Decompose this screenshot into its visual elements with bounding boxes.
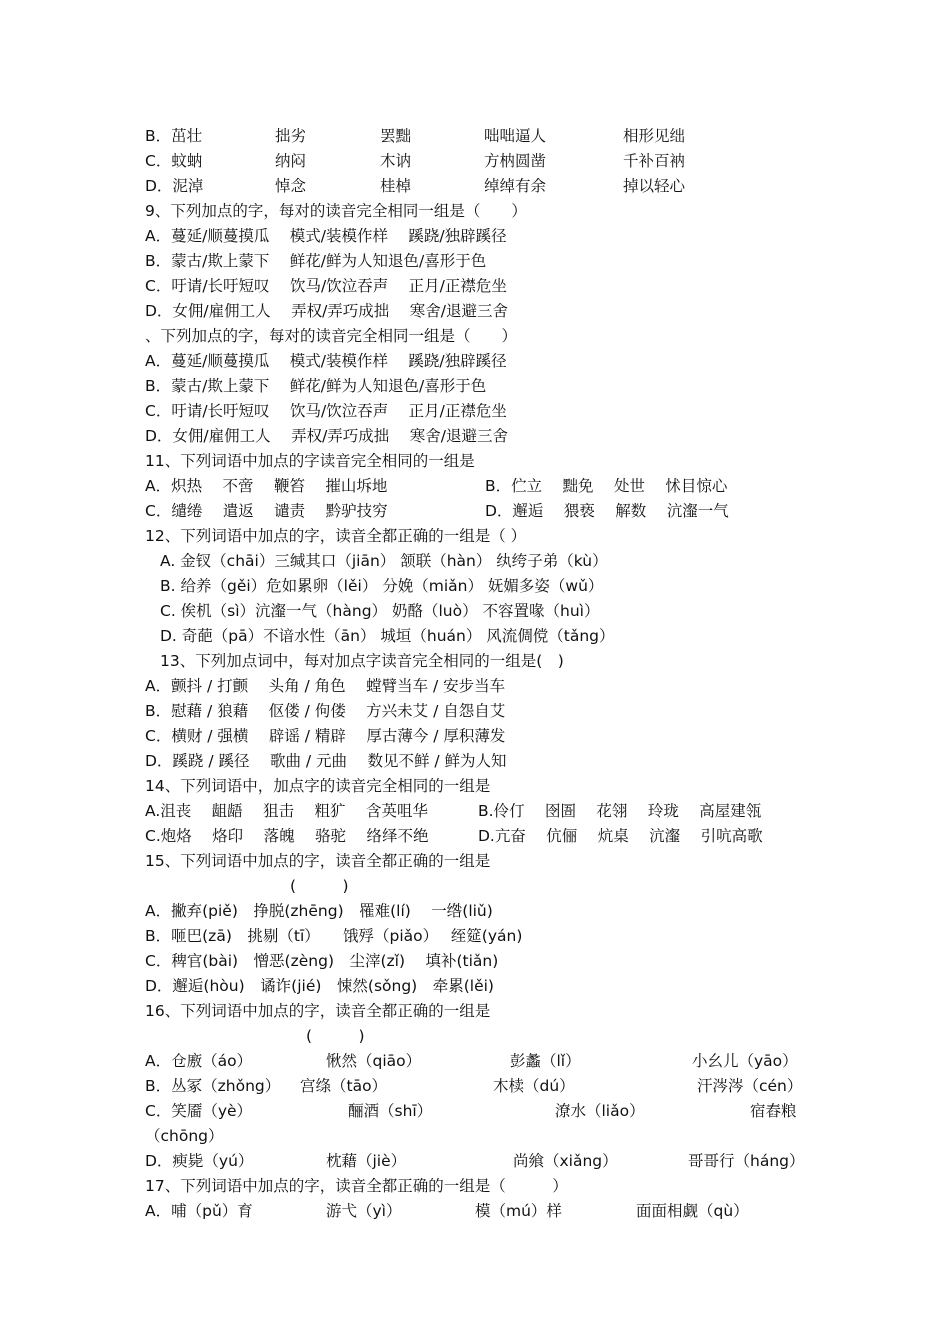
- text-segment: C．稗官(bài) 憎恶(zèng) 尘滓(zǐ) 填补(tiǎn): [145, 952, 499, 970]
- text-segment: D.亢奋 伉俪 炕桌 沆瀣 引吭高歌: [478, 827, 763, 845]
- text-segment: 潦水（liǎo）: [555, 1102, 645, 1120]
- text-segment: ( ): [290, 877, 349, 895]
- text-segment: A．撇弃(piě) 挣脱(zhēng) 罹难(lí) 一绺(liǔ): [145, 902, 493, 920]
- text-segment: 哥哥行（háng）: [688, 1152, 805, 1170]
- text-segment: 小幺儿（yāo）: [692, 1052, 798, 1070]
- text-segment: 木椟（dú）: [493, 1077, 575, 1095]
- text-segment: B．丛冢（zhǒng）: [145, 1077, 281, 1095]
- text-segment: 拙劣: [275, 127, 307, 145]
- text-segment: 、下列加点的字，每对的读音完全相同一组是（ ）: [145, 327, 518, 345]
- text-segment: 16、下列词语中加点的字，读音全都正确的一组是: [145, 1002, 491, 1020]
- text-segment: A．仓廒（áo）: [145, 1052, 253, 1070]
- text-segment: 咄咄逼人: [484, 127, 547, 145]
- text-segment: B．咂巴(zā) 挑剔（tī） 饿殍（piǎo） 绖筵(yán): [145, 927, 523, 945]
- text-segment: C．蚊蚋: [145, 152, 203, 170]
- text-segment: 千补百衲: [623, 152, 686, 170]
- text-segment: ( ): [306, 1027, 365, 1045]
- text-segment: C.炮烙 烙印 落魄 骆驼 络绎不绝: [145, 827, 429, 845]
- text-segment: A．颤抖 / 打颤 头角 / 角色 螳臂当车 / 安步当车: [145, 677, 506, 695]
- text-segment: 模（mú）样: [475, 1202, 562, 1220]
- text-segment: 汗涔涔（cén）: [697, 1077, 803, 1095]
- text-segment: D. 奇葩（pā）不谙水性（ān） 城垣（huán） 风流倜傥（tǎng）: [160, 627, 615, 645]
- text-segment: A．蔓延/顺蔓摸瓜 模式/装模作样 蹊跷/独辟蹊径: [145, 227, 507, 245]
- text-segment: 面面相觑（qù）: [636, 1202, 749, 1220]
- text-segment: 12、下列词语中加点的字，读音全都正确的一组是（ ）: [145, 527, 527, 545]
- text-segment: B．蒙古/欺上蒙下 鲜花/鲜为人知退色/喜形于色: [145, 252, 487, 270]
- text-segment: D．邂逅 猥亵 解数 沆瀣一气: [485, 502, 729, 520]
- text-segment: D．瘐毙（yú）: [145, 1152, 254, 1170]
- text-segment: 宿舂粮: [750, 1102, 797, 1120]
- text-segment: B. 给养（gěi）危如累卵（lěi） 分娩（miǎn） 妩媚多姿（wǔ）: [160, 577, 604, 595]
- text-segment: 尚飨（xiǎng）: [513, 1152, 618, 1170]
- text-segment: B．茁壮: [145, 127, 203, 145]
- text-segment: C．吁请/长吁短叹 饮马/饮泣吞声 正月/正襟危坐: [145, 402, 507, 420]
- text-segment: C．笑靥（yè）: [145, 1102, 253, 1120]
- text-segment: D．女佣/雇佣工人 弄权/弄巧成拙 寒舍/退避三舍: [145, 302, 508, 320]
- text-segment: A．炽热 不啻 鞭笞 摧山坼地: [145, 477, 388, 495]
- text-segment: B．伫立 黜免 处世 怵目惊心: [485, 477, 728, 495]
- text-segment: 宫绦（tāo）: [300, 1077, 388, 1095]
- text-segment: D．女佣/雇佣工人 弄权/弄巧成拙 寒舍/退避三舍: [145, 427, 508, 445]
- text-segment: D．蹊跷 / 蹊径 歌曲 / 元曲 数见不鲜 / 鲜为人知: [145, 752, 507, 770]
- text-segment: 11、下列词语中加点的字读音完全相同的一组是: [145, 452, 475, 470]
- text-segment: 彭蠡（lǐ）: [510, 1052, 581, 1070]
- text-segment: 17、下列词语中加点的字，读音全都正确的一组是（ ）: [145, 1177, 568, 1195]
- text-segment: B.伶仃 囹圄 花翎 玲珑 高屋建瓴: [478, 802, 762, 820]
- text-segment: 方枘圆凿: [484, 152, 547, 170]
- text-segment: A．蔓延/顺蔓摸瓜 模式/装模作样 蹊跷/独辟蹊径: [145, 352, 507, 370]
- text-segment: 绰绰有余: [484, 177, 547, 195]
- text-segment: 掉以轻心: [623, 177, 686, 195]
- text-segment: A．哺（pǔ）育: [145, 1202, 253, 1220]
- text-segment: B．蒙古/欺上蒙下 鲜花/鲜为人知退色/喜形于色: [145, 377, 487, 395]
- text-segment: D．泥淖: [145, 177, 204, 195]
- text-segment: 相形见绌: [623, 127, 686, 145]
- text-segment: C. 俟机（sì）沆瀣一气（hàng） 奶酪（luò） 不容置喙（huì）: [160, 602, 600, 620]
- text-segment: C．横财 / 强横 辟谣 / 精辟 厚古薄今 / 厚积薄发: [145, 727, 506, 745]
- text-segment: A.沮丧 龃龉 狙击 粗犷 含英咀华: [145, 802, 428, 820]
- text-segment: 14、下列词语中，加点字的读音完全相同的一组是: [145, 777, 491, 795]
- text-segment: 13、下列加点词中，每对加点字读音完全相同的一组是( ): [160, 652, 564, 670]
- text-segment: A. 金钗（chāi）三缄其口（jiān） 颔联（hàn） 纨绔子弟（kù）: [160, 552, 608, 570]
- text-segment: 愀然（qiāo）: [326, 1052, 422, 1070]
- text-segment: 枕藉（jiè）: [326, 1152, 407, 1170]
- text-segment: 9、下列加点的字，每对的读音完全相同一组是（ ）: [145, 202, 527, 220]
- text-segment: 游弋（yì）: [326, 1202, 402, 1220]
- text-segment: C．吁请/长吁短叹 饮马/饮泣吞声 正月/正襟危坐: [145, 277, 507, 295]
- text-segment: D．邂逅(hòu) 谲诈(jié) 悚然(sǒng) 牵累(lěi): [145, 977, 494, 995]
- text-segment: 桂棹: [380, 177, 412, 195]
- text-segment: 罢黜: [380, 127, 412, 145]
- text-segment: 木讷: [380, 152, 412, 170]
- text-segment: 酾酒（shī）: [348, 1102, 433, 1120]
- text-segment: （chōng）: [145, 1127, 224, 1145]
- text-segment: C．缱绻 遣返 谴责 黔驴技穷: [145, 502, 388, 520]
- text-segment: 15、下列词语中加点的字，读音全都正确的一组是: [145, 852, 491, 870]
- text-segment: B．慰藉 / 狼藉 伛偻 / 佝偻 方兴未艾 / 自怨自艾: [145, 702, 506, 720]
- text-segment: 纳闷: [275, 152, 307, 170]
- text-segment: 悼念: [275, 177, 307, 195]
